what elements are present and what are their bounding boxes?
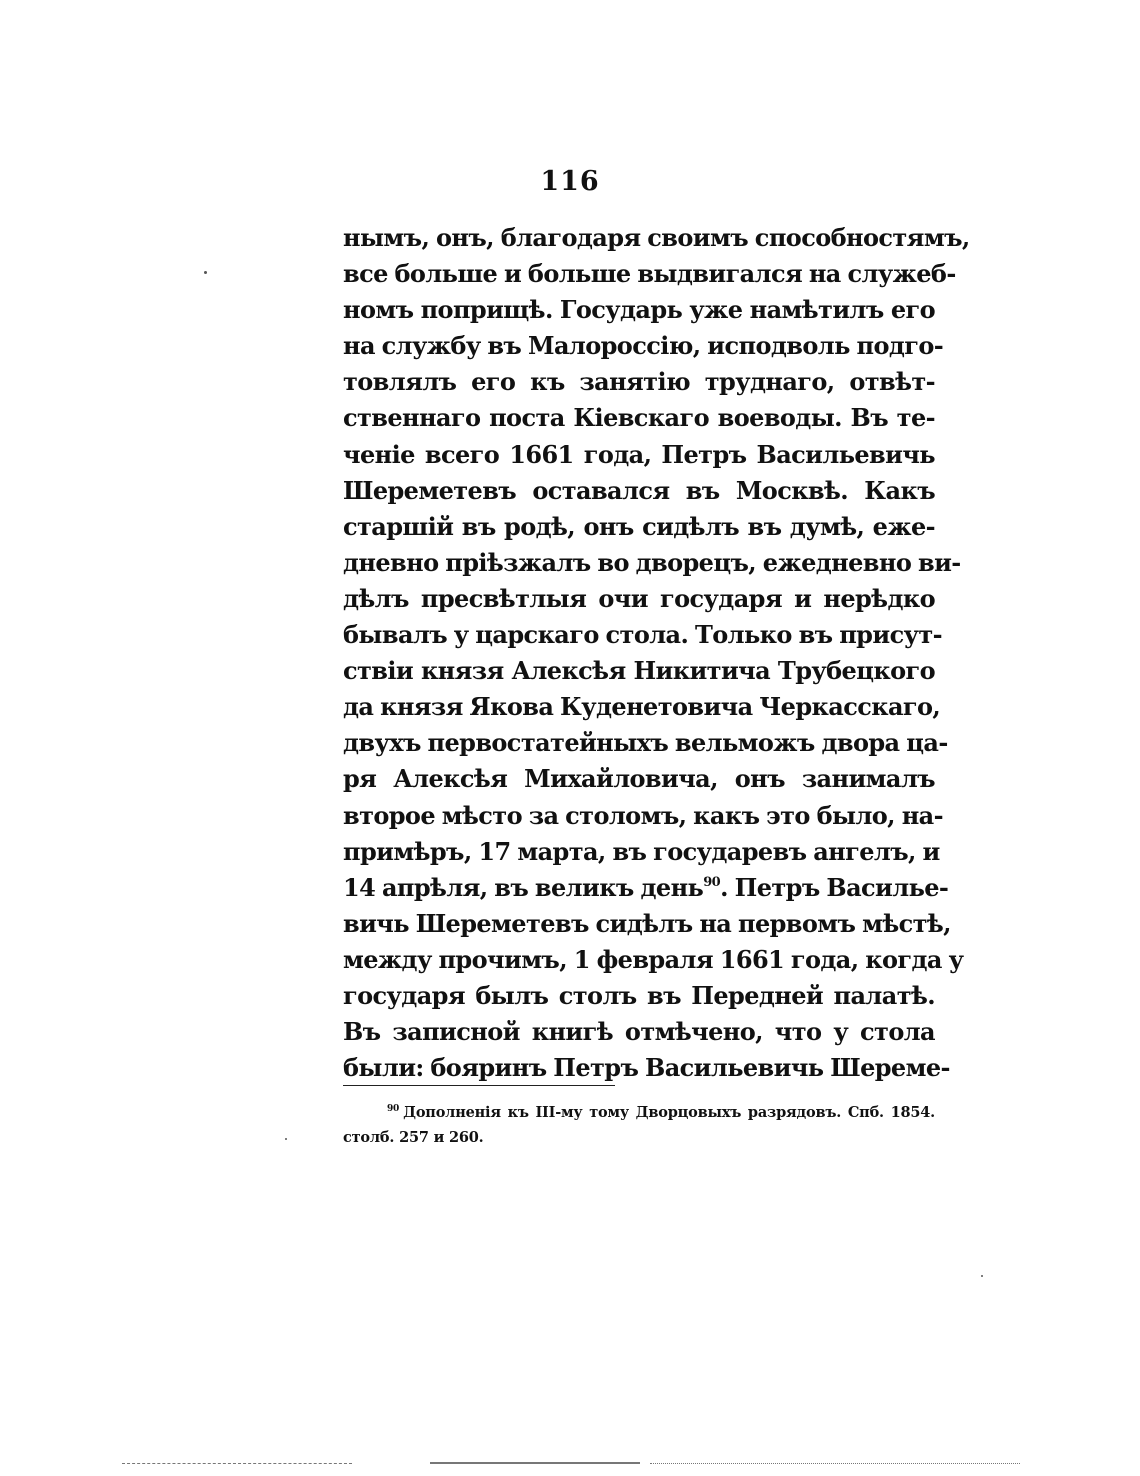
footnote-line: столб. 257 и 260. <box>343 1129 484 1146</box>
text-line: ственнаго поста Кіевскаго воеводы. Въ те- <box>343 403 935 433</box>
scan-edge-line <box>650 1463 1020 1464</box>
text-line: государя былъ столъ въ Передней палатѣ. <box>343 980 935 1010</box>
scan-edge-line <box>430 1462 640 1464</box>
text-line: все больше и больше выдвигался на служеб- <box>343 259 956 289</box>
text-line: нымъ, онъ, благодаря своимъ способностямъ, <box>343 223 970 252</box>
footnote-text: Дополненія къ III-му тому Дворцовыхъ разрядовъ. Спб. 1854. <box>403 1104 935 1121</box>
text-line: между прочимъ, 1 февраля 1661 года, когда у <box>343 944 964 974</box>
text-line: старшій въ родѣ, онъ сидѣлъ въ думѣ, еже- <box>343 511 935 541</box>
text-line: примѣръ, 17 марта, въ государевъ ангелъ, и <box>343 836 940 866</box>
scan-edge-line <box>122 1463 352 1464</box>
text-line: Шереметевъ оставался въ Москвѣ. Какъ <box>343 475 935 505</box>
text-segment: 14 апрѣля, въ великъ день <box>343 872 704 902</box>
text-line: да князя Якова Куденетовича Черкасскаго, <box>343 692 941 722</box>
footnote-divider <box>343 1085 615 1086</box>
footnote <box>343 1100 935 1150</box>
page-number: 116 <box>540 166 600 197</box>
text-line: на службу въ Малороссію, исподволь подго- <box>343 331 944 361</box>
text-line: номъ поприщѣ. Государь уже намѣтилъ его <box>343 295 935 325</box>
scan-speck <box>981 1275 983 1277</box>
text-line: товлялъ его къ занятію труднаго, отвѣт- <box>343 367 935 397</box>
footnote-reference: 90 <box>703 874 721 890</box>
text-line: Въ записной книгѣ отмѣчено, что у стола <box>343 1017 935 1047</box>
text-line-with-footnote <box>343 870 949 906</box>
text-line: бывалъ у царскаго стола. Только въ присут- <box>343 620 942 650</box>
text-line: вичь Шереметевъ сидѣлъ на первомъ мѣстѣ, <box>343 908 951 938</box>
text-line: ченіе всего 1661 года, Петръ Васильевичь <box>343 439 935 469</box>
scan-speck <box>204 271 207 274</box>
text-segment: . Петръ Василье- <box>720 872 949 902</box>
text-line: дневно пріѣзжалъ во дворецъ, ежедневно ви- <box>343 547 961 577</box>
text-line: двухъ первостатейныхъ вельможъ двора ца- <box>343 728 948 758</box>
body-text <box>343 220 970 1086</box>
text-line: были: бояринъ Петръ Васильевичь Шереме- <box>343 1053 950 1083</box>
text-line: дѣлъ пресвѣтлыя очи государя и нерѣдко <box>343 583 935 613</box>
footnote-line <box>343 1100 935 1125</box>
scan-speck <box>285 1138 287 1140</box>
footnote-mark: 90 <box>387 1104 400 1114</box>
text-line: ря Алексѣя Михайловича, онъ занималъ <box>343 764 935 794</box>
text-line: второе мѣсто за столомъ, какъ это было, на- <box>343 800 943 830</box>
text-line: ствіи князя Алексѣя Никитича Трубецкого <box>343 656 935 686</box>
